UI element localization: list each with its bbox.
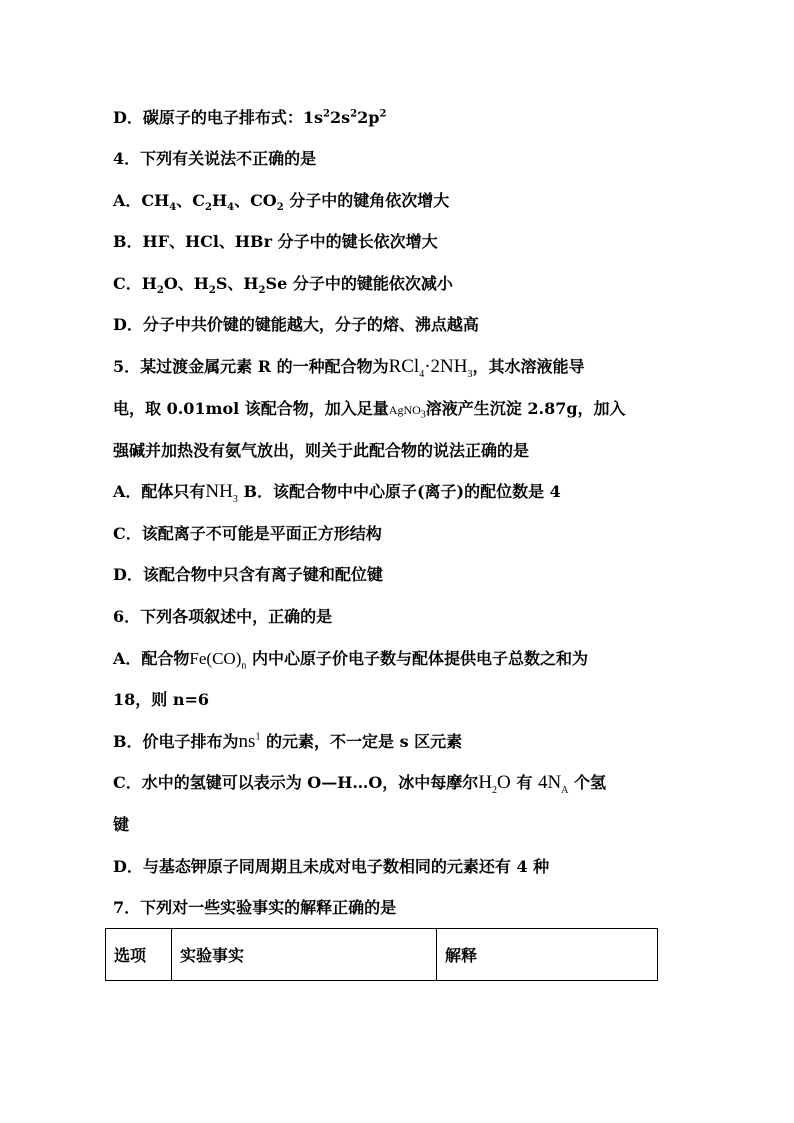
formula-agno3: AgNO$_3$ [388, 403, 426, 421]
question-6-option-d: D．与基态钾原子同周期且未成对电子数相同的元素还有 4 种 [113, 857, 550, 876]
table-header-explanation: 解释 [437, 929, 658, 981]
question-6-stem: 6．下列各项叙述中，正确的是 [113, 607, 333, 626]
question-4-stem: 4．下列有关说法不正确的是 [113, 149, 317, 168]
table-header-fact: 实验事实 [172, 929, 437, 981]
question-7-stem: 7．下列对一些实验事实的解释正确的是 [113, 898, 397, 917]
question-4-option-c: C．$H_2O$、$H_2S$、$H_2Se$ 分子中的键能依次减小 [113, 274, 453, 297]
experiment-table [105, 928, 658, 981]
question-5-option-d: D．该配合物中只含有离子键和配位键 [113, 565, 383, 584]
table-header-option: 选项 [106, 929, 172, 981]
option-d-carbon-config: D．碳原子的电子排布式：$1s^22s^22p^2$ [113, 108, 387, 127]
question-4-option-a: A．$CH_4$、$C_2H_4$、$CO_2$ 分子中的键角依次增大 [113, 191, 450, 214]
question-4-option-d: D．分子中共价键的键能越大，分子的熔、沸点越高 [113, 315, 479, 334]
question-5-line-2: 电，取 0.01mol 该配合物，加入足量AgNO$_3$溶液产生沉淀 2.87g，加入 [113, 399, 626, 421]
question-6-option-c: C．水中的氢键可以表示为 O—H…O，冰中每摩尔$H_2O$ 有 $4N_A$ 个氢 [113, 772, 606, 796]
formula-h2o: $H_2O$ [478, 772, 511, 796]
question-6-option-c-cont: 键 [113, 815, 130, 834]
question-5-options-ab: A．配体只有$NH_3$ B．该配合物中中心原子(离子)的配位数是 4 [113, 481, 561, 505]
question-5-option-c: C．该配离子不可能是平面正方形结构 [113, 524, 382, 543]
formula-ns1: $ns^1$ [238, 731, 261, 752]
formula-nh3: $NH_3$ [205, 481, 238, 505]
question-6-option-a-cont: 18，则 n=6 [113, 690, 210, 709]
table-header-row [106, 929, 658, 981]
formula-4na: $4N_A$ [537, 772, 569, 796]
question-5-line-1: 5．某过渡金属元素 R 的一种配合物为$RCl_4\cdot 2NH_3$，其水溶液能导 [113, 356, 585, 380]
formula-rcl4-2nh3: $RCl_4\cdot 2NH_3$ [388, 356, 473, 380]
question-5-line-3: 强碱并加热没有氨气放出，则关于此配合物的说法正确的是 [113, 441, 530, 460]
formula-fe-co-n: $Fe(CO)_n$ [189, 649, 247, 672]
question-6-option-a: A．配合物$Fe(CO)_n$ 内中心原子价电子数与配体提供电子总数之和为 [113, 649, 588, 672]
question-4-option-b: B．HF、HCl、HBr 分子中的键长依次增大 [113, 232, 438, 251]
question-6-option-b: B．价电子排布为$ns^1$ 的元素，不一定是 s 区元素 [113, 731, 463, 752]
